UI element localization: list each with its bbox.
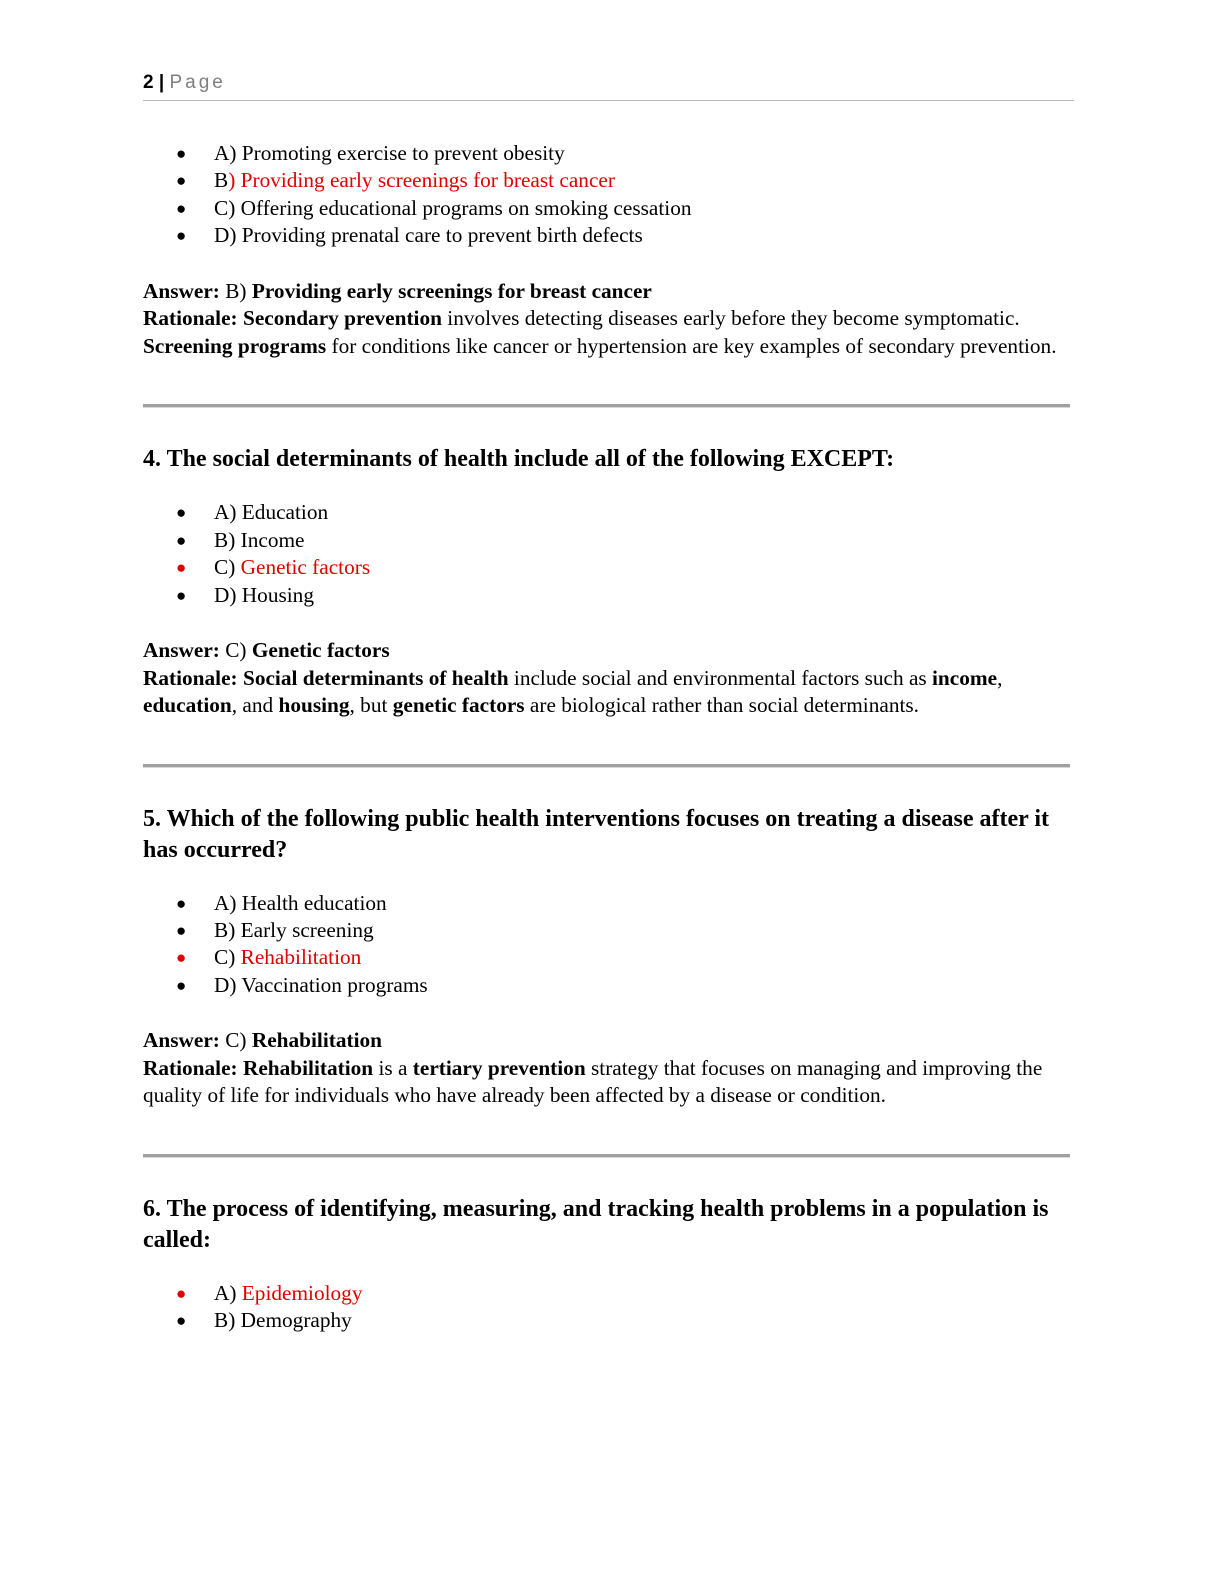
q3-option-d	[143, 222, 1073, 249]
option-letter: A)	[214, 890, 242, 915]
option-letter: D)	[214, 972, 242, 997]
q4-option-b	[143, 527, 1073, 554]
option-letter: B)	[214, 1308, 241, 1333]
rationale-text: strategy that focuses on managing and improving the quality of life for individuals who have already been affected by a disease or condition.	[143, 1055, 1043, 1108]
option-text: C) Offering educational programs on smoking cessation	[214, 195, 692, 220]
question-title: 6. The process of identifying, measuring, and tracking health problems in a population is called:	[143, 1196, 1049, 1254]
q4-option-d	[143, 582, 1073, 609]
option-letter: A)	[214, 1281, 242, 1306]
bullet-icon: ●	[176, 975, 187, 995]
answer-label: Answer:	[143, 637, 220, 662]
bullet-icon: ●	[176, 948, 187, 968]
answer-text: Rehabilitation	[251, 1028, 383, 1053]
option-text: Housing	[241, 582, 314, 607]
q3-answer	[143, 278, 1073, 306]
document-body	[143, 140, 1073, 1335]
answer-label: Answer:	[143, 1028, 220, 1053]
rationale-text: involves detecting diseases early before they become symptomatic.	[441, 306, 1020, 331]
q4-options	[143, 499, 1073, 609]
bullet-icon: ●	[176, 1284, 187, 1304]
page-number: 2	[143, 72, 154, 93]
q3-option-b: ● B) Providing early screenings for breast cancer	[143, 167, 1073, 194]
rationale-emphasis: Secondary prevention	[242, 306, 442, 331]
answer-letter: C)	[219, 637, 252, 662]
q6-option-a	[143, 1280, 1073, 1307]
answer-text: Providing early screenings for breast cancer	[251, 278, 652, 303]
q3-rationale	[143, 305, 1073, 360]
option-text: Demography	[240, 1308, 352, 1333]
q5-options	[143, 890, 1073, 1000]
bullet-icon: ●	[176, 171, 187, 191]
rationale-emphasis: Social determinants of health	[242, 665, 509, 690]
rationale-label: Rationale:	[143, 665, 238, 690]
rationale-text: is a	[373, 1055, 413, 1080]
bullet-icon: ●	[176, 144, 187, 163]
rationale-text: are biological rather than social determinants.	[524, 693, 920, 718]
page-label: Page	[169, 72, 226, 93]
question-6	[143, 1194, 1073, 1335]
q4-option-a	[143, 499, 1073, 526]
option-text: D) Providing prenatal care to prevent birth defects	[214, 223, 643, 248]
option-letter: C)	[214, 555, 241, 580]
option-letter: B)	[214, 918, 241, 943]
option-text: Vaccination programs	[241, 972, 428, 997]
answer-letter: B)	[219, 278, 252, 303]
rationale-emphasis: genetic factors	[392, 693, 525, 718]
option-letter: C)	[214, 945, 241, 970]
question-title: 4. The social determinants of health include all of the following EXCEPT:	[143, 446, 895, 473]
q5-answer	[143, 1027, 1073, 1055]
question-5	[143, 804, 1073, 1158]
q4-option-c	[143, 554, 1073, 581]
question-title: 5. Which of the following public health interventions focuses on treating a disease after it has occurred?	[143, 805, 1049, 863]
section-divider	[143, 764, 1070, 768]
rationale-emphasis: education	[143, 693, 232, 718]
option-letter: B)	[214, 527, 241, 552]
option-text: Early screening	[240, 918, 374, 943]
rationale-text: , and	[231, 693, 279, 718]
page-header	[143, 72, 1074, 101]
q3-option-c	[143, 195, 1073, 222]
q5-rationale	[143, 1055, 1073, 1110]
q3-options	[143, 140, 1073, 250]
option-letter: D)	[214, 582, 242, 607]
q5-option-b	[143, 917, 1073, 944]
bullet-icon: ●	[176, 503, 187, 523]
q5-option-d	[143, 972, 1073, 999]
header-separator: |	[153, 72, 170, 93]
bullet-icon: ●	[176, 921, 187, 941]
option-text-correct: Genetic factors	[240, 555, 371, 580]
option-text-correct: Epidemiology	[241, 1281, 363, 1306]
q3-option-a	[143, 140, 1073, 167]
option-text-correct: ) Providing early screenings for breast cancer	[228, 168, 615, 193]
rationale-emphasis: Screening programs	[143, 333, 327, 358]
rationale-label: Rationale:	[143, 306, 238, 331]
rationale-label: Rationale:	[143, 1055, 238, 1080]
option-text-correct: Rehabilitation	[240, 945, 362, 970]
rationale-emphasis: Rehabilitation	[242, 1055, 374, 1080]
rationale-text: , but	[349, 693, 393, 718]
q4-answer	[143, 637, 1073, 665]
rationale-text: for conditions like cancer or hypertension are key examples of secondary prevention.	[326, 333, 1057, 358]
q6-options	[143, 1280, 1073, 1335]
bullet-icon: ●	[176, 198, 187, 218]
rationale-emphasis: tertiary prevention	[412, 1055, 586, 1080]
question-4	[143, 444, 1073, 767]
rationale-text: include social and environmental factors such as	[508, 665, 933, 690]
bullet-icon: ●	[176, 585, 187, 605]
q6-option-b	[143, 1307, 1073, 1334]
q5-option-a	[143, 890, 1073, 917]
answer-letter: C)	[219, 1028, 252, 1053]
option-text: Income	[240, 527, 305, 552]
option-text: Education	[241, 500, 329, 525]
rationale-text: ,	[997, 665, 1003, 690]
bullet-icon: ●	[176, 558, 187, 578]
option-text: Health education	[241, 890, 387, 915]
bullet-icon: ●	[176, 226, 187, 246]
q5-option-c	[143, 944, 1073, 971]
bullet-icon: ●	[176, 1311, 187, 1331]
q4-rationale	[143, 665, 1073, 720]
rationale-emphasis: income	[932, 665, 998, 690]
bullet-icon: ●	[176, 530, 187, 550]
section-divider	[143, 404, 1070, 408]
answer-label: Answer:	[143, 278, 220, 303]
answer-text: Genetic factors	[251, 637, 390, 662]
question-3	[143, 140, 1073, 408]
rationale-emphasis: housing	[278, 693, 350, 718]
section-divider	[143, 1154, 1070, 1158]
bullet-icon: ●	[176, 893, 187, 913]
option-text: A) Promoting exercise to prevent obesity	[214, 141, 565, 165]
option-letter: A)	[214, 500, 242, 525]
